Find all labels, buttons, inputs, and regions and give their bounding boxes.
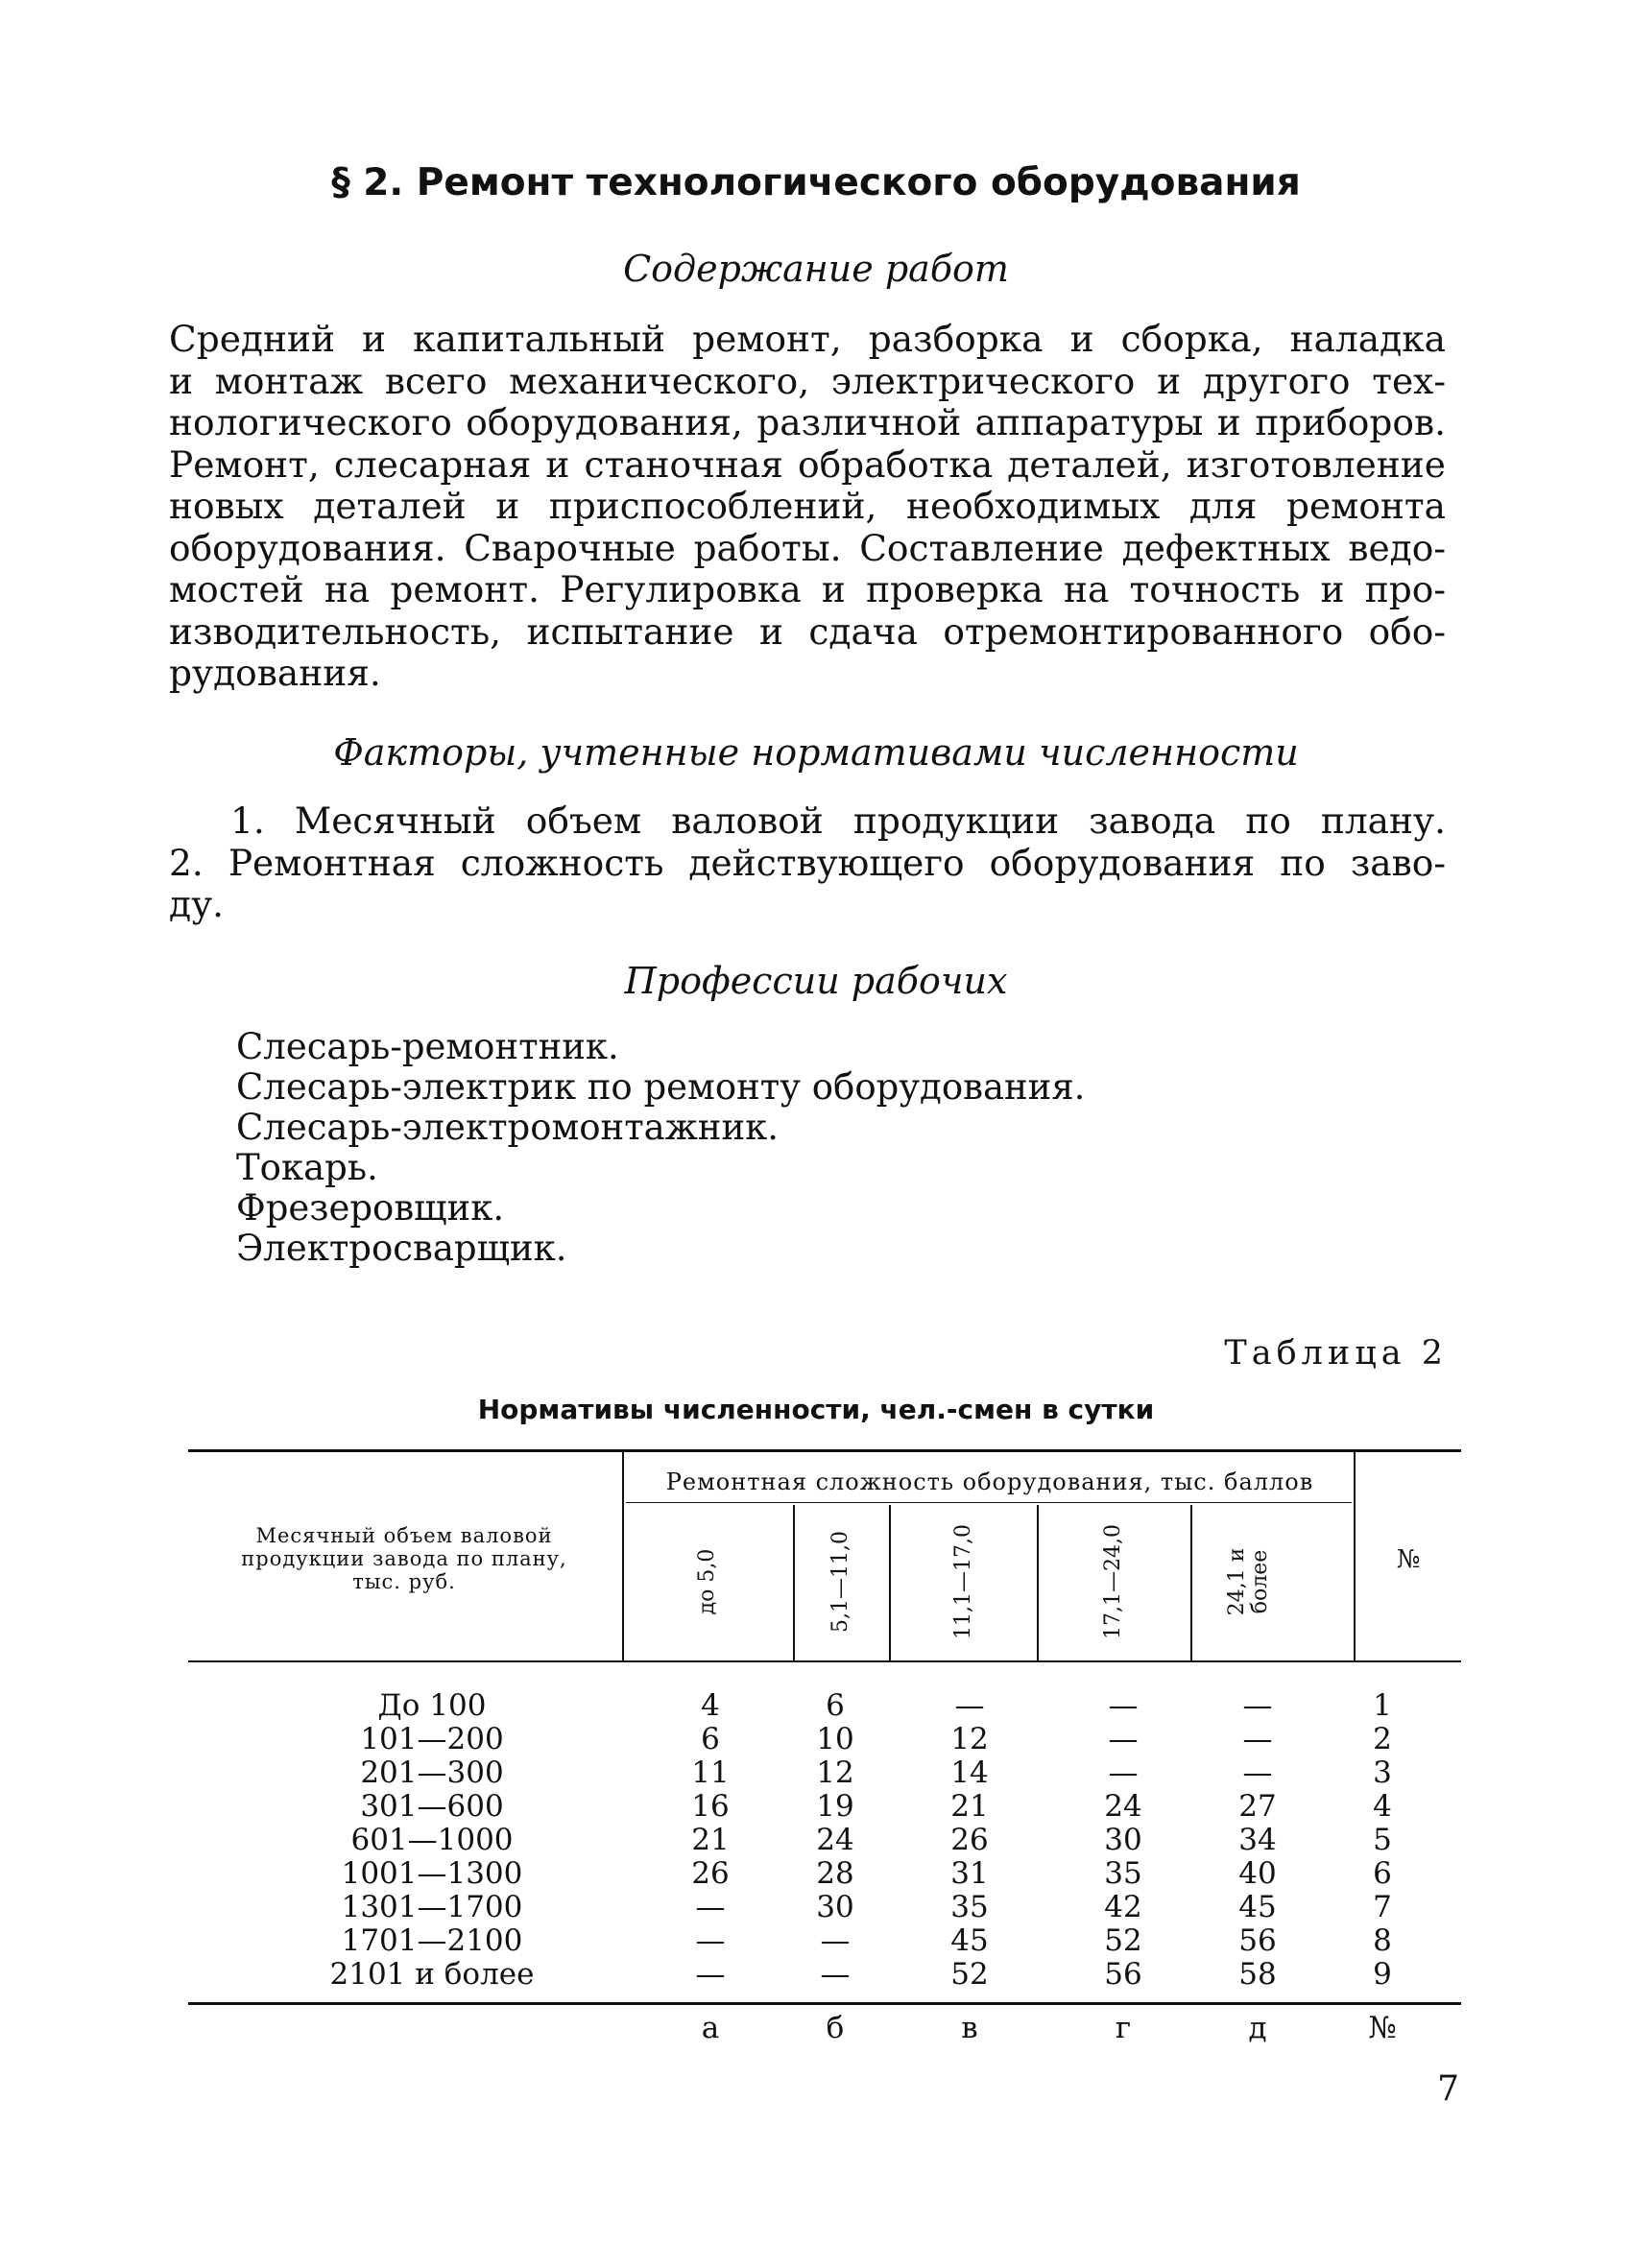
table-cell-g: — xyxy=(1108,1755,1139,1790)
num-header: № xyxy=(1396,1545,1421,1574)
content-line: мостей на ремонт. Регулировка и проверка на точность и про- xyxy=(169,568,1446,610)
footer-a: а xyxy=(701,2011,720,2045)
row-label: 2101 и более xyxy=(329,1957,535,1992)
table-cell-n: 8 xyxy=(1373,1923,1392,1958)
table-cell-g: — xyxy=(1108,1722,1139,1756)
table-cell-n: 4 xyxy=(1373,1789,1392,1824)
table-cell-a: — xyxy=(695,1923,726,1958)
col-header-v: 11,1—17,0 xyxy=(951,1524,975,1639)
page-heading: § 2. Ремонт технологического оборудования xyxy=(331,161,1301,204)
footer-d: д xyxy=(1248,2011,1267,2045)
section-content-title: Содержание работ xyxy=(623,248,1009,290)
table-header-rule xyxy=(188,1660,1461,1662)
table-cell-b: 12 xyxy=(816,1755,854,1790)
table-vline xyxy=(1190,1505,1192,1660)
table-cell-d: 45 xyxy=(1238,1890,1277,1924)
table-cell-n: 5 xyxy=(1373,1823,1392,1857)
group-header-rule xyxy=(626,1502,1352,1503)
table-top-rule xyxy=(188,1449,1461,1452)
table-cell-v: — xyxy=(954,1688,985,1723)
table-cell-d: — xyxy=(1242,1755,1273,1790)
table-cell-v: 35 xyxy=(950,1890,989,1924)
table-cell-b: 10 xyxy=(816,1722,854,1756)
row-label: 101—200 xyxy=(360,1722,504,1756)
table-cell-a: — xyxy=(695,1890,726,1924)
section-factors-title: Факторы, учтенные нормативами численности xyxy=(333,731,1299,774)
table-cell-g: 24 xyxy=(1104,1789,1142,1824)
profession-item: Слесарь-электрик по ремонту оборудования. xyxy=(236,1066,1086,1108)
row-label: 1001—1300 xyxy=(341,1856,523,1891)
table-cell-g: — xyxy=(1108,1688,1139,1723)
table-cell-a: — xyxy=(695,1957,726,1992)
table-cell-d: 27 xyxy=(1238,1789,1277,1824)
table-cell-n: 1 xyxy=(1373,1688,1392,1723)
content-line: рудования. xyxy=(169,652,381,694)
profession-item: Слесарь-электромонтажник. xyxy=(236,1107,779,1148)
factor-line: ду. xyxy=(169,883,225,925)
table-cell-d: 56 xyxy=(1238,1923,1277,1958)
table-cell-d: 58 xyxy=(1238,1957,1277,1992)
content-line: нологического оборудования, различной аппаратуры и приборов. xyxy=(169,401,1446,443)
group-header: Ремонтная сложность оборудования, тыс. баллов xyxy=(665,1468,1314,1495)
table-cell-b: 19 xyxy=(816,1789,854,1824)
table-cell-b: — xyxy=(820,1923,851,1958)
table-cell-v: 14 xyxy=(950,1755,989,1790)
table-cell-b: 6 xyxy=(826,1688,845,1723)
table-cell-a: 4 xyxy=(701,1688,720,1723)
table-cell-g: 42 xyxy=(1104,1890,1142,1924)
profession-item: Фрезеровщик. xyxy=(236,1187,505,1229)
table-vline xyxy=(1037,1505,1039,1660)
table-cell-n: 9 xyxy=(1373,1957,1392,1992)
professions-list xyxy=(236,1027,1085,1269)
footer-v: в xyxy=(961,2011,978,2045)
table-cell-d: — xyxy=(1242,1688,1273,1723)
content-line: изводительность, испытание и сдача отремонтированного обо- xyxy=(169,609,1446,653)
table-vline xyxy=(889,1505,891,1660)
table-label: Таблица 2 xyxy=(1224,1334,1448,1373)
table-cell-b: 30 xyxy=(816,1890,854,1924)
row-label: 1701—2100 xyxy=(341,1923,523,1958)
row-label: 601—1000 xyxy=(350,1823,514,1857)
table-cell-n: 7 xyxy=(1373,1890,1392,1924)
table-vline xyxy=(793,1505,795,1660)
section-content-body xyxy=(169,319,1446,695)
col-header-g: 17,1—24,0 xyxy=(1101,1524,1125,1639)
factor-line: 2. Ремонтная сложность действующего оборудования по заво- xyxy=(169,841,1446,884)
section-professions-title: Профессии рабочих xyxy=(624,960,1008,1002)
table-cell-n: 2 xyxy=(1373,1722,1392,1756)
table-cell-v: 21 xyxy=(950,1789,989,1824)
content-line: оборудования. Сварочные работы. Составление дефектных ведо- xyxy=(169,526,1446,569)
table-cell-g: 56 xyxy=(1104,1957,1142,1992)
footer-n: № xyxy=(1368,2011,1397,2045)
table-cell-d: 40 xyxy=(1238,1856,1277,1891)
content-line: новых деталей и приспособлений, необходимых для ремонта xyxy=(169,485,1446,527)
table-cell-g: 35 xyxy=(1104,1856,1142,1891)
row-label: До 100 xyxy=(377,1688,487,1723)
col-header-d: 24,1 и более xyxy=(1225,1547,1272,1616)
table-bottom-rule xyxy=(188,2002,1461,2005)
first-col-header-line: тыс. руб. xyxy=(352,1570,456,1593)
col-header-a: до 5,0 xyxy=(695,1548,719,1615)
row-label: 201—300 xyxy=(360,1755,504,1790)
factor-line: 1. Месячный объем валовой продукции завода по плану. xyxy=(230,800,1446,842)
table-cell-g: 52 xyxy=(1104,1923,1142,1958)
page-number: 7 xyxy=(1437,2069,1459,2109)
table-cell-b: 24 xyxy=(816,1823,854,1857)
row-label: 301—600 xyxy=(360,1789,504,1824)
profession-item: Слесарь-ремонтник. xyxy=(236,1026,619,1067)
row-label: 1301—1700 xyxy=(341,1890,523,1924)
table-cell-n: 6 xyxy=(1373,1856,1392,1891)
table-cell-d: 34 xyxy=(1238,1823,1277,1857)
table-cell-g: 30 xyxy=(1104,1823,1142,1857)
table-cell-v: 52 xyxy=(950,1957,989,1992)
first-col-header-line: Месячный объем валовой xyxy=(255,1524,553,1547)
table-cell-b: — xyxy=(820,1957,851,1992)
profession-item: Электросварщик. xyxy=(236,1228,567,1269)
table-cell-v: 31 xyxy=(950,1856,989,1891)
table-cell-a: 26 xyxy=(691,1856,730,1891)
table-cell-a: 11 xyxy=(691,1755,730,1790)
content-line: Средний и капитальный ремонт, разборка и сборка, наладка xyxy=(169,318,1446,360)
table-cell-v: 45 xyxy=(950,1923,989,1958)
table-cell-a: 21 xyxy=(691,1823,730,1857)
section-factors-body xyxy=(169,800,1446,926)
table-vline xyxy=(622,1451,624,1660)
table-cell-v: 12 xyxy=(950,1722,989,1756)
table-cell-v: 26 xyxy=(950,1823,989,1857)
footer-b: б xyxy=(826,2011,845,2045)
table-title: Нормативы численности, чел.-смен в сутки xyxy=(477,1394,1155,1425)
col-header-b: 5,1—11,0 xyxy=(828,1531,852,1633)
table-cell-b: 28 xyxy=(816,1856,854,1891)
table-cell-n: 3 xyxy=(1373,1755,1392,1790)
table-cell-d: — xyxy=(1242,1722,1273,1756)
content-line: и монтаж всего механического, электрического и другого тех- xyxy=(169,359,1446,402)
first-col-header-line: продукции завода по плану, xyxy=(241,1547,567,1570)
first-col-header xyxy=(188,1524,620,1593)
footer-g: г xyxy=(1115,2011,1132,2045)
profession-item: Токарь. xyxy=(236,1147,378,1188)
content-line: Ремонт, слесарная и станочная обработка деталей, изготовление xyxy=(169,442,1446,486)
table-cell-a: 6 xyxy=(701,1722,720,1756)
table-cell-a: 16 xyxy=(691,1789,730,1824)
